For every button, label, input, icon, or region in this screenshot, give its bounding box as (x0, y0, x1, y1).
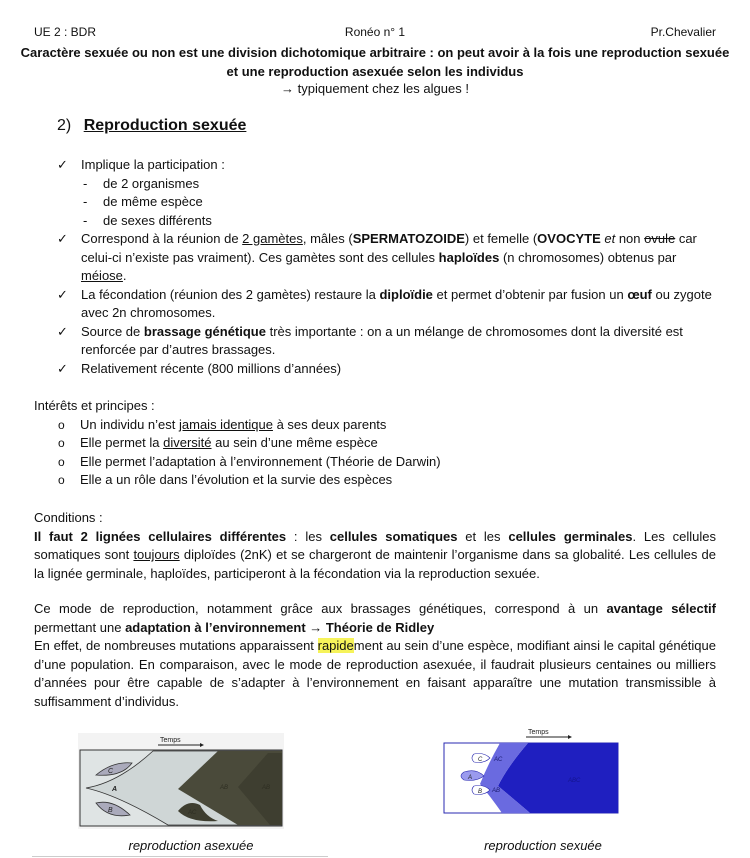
bullet-item: o Elle permet la diversité au sein d’une même espèce (34, 434, 634, 453)
circle-bullet-icon: o (58, 417, 65, 432)
checkmark-icon: ✓ (57, 157, 68, 172)
svg-text:AC: AC (494, 757, 503, 763)
dash-bullet-icon: - (83, 175, 88, 191)
document-title: Caractère sexuée ou non est une division dichotomique arbitraire : on peut avoir à la fois une reproduction sexuée et une reproduction asexuée selon les individus (20, 45, 730, 79)
check-item: ✓ Implique la participation : (55, 156, 715, 175)
conditions-section (34, 509, 716, 583)
sub-item: - de 2 organismes (55, 175, 715, 194)
check-item: ✓ Source de brassage génétique très importante : on a un mélange de chromosomes dont la diversité est renforcée par d’autres brassages. (57, 323, 683, 357)
check-item: ✓ Relativement récente (800 millions d’années) (55, 360, 715, 379)
svg-text:C: C (478, 757, 483, 763)
check-list (55, 156, 715, 378)
checkmark-icon: ✓ (57, 286, 68, 302)
section-title: Reproduction sexuée (83, 117, 247, 134)
divider (32, 856, 328, 857)
checkmark-icon: ✓ (57, 360, 68, 376)
svg-text:C: C (108, 768, 114, 775)
conditions-paragraph: Il faut 2 lignées cellulaires différentes : les cellules somatiques et les cellules germinales. Les cellules somatiques sont toujours diploïdes (2nK) et se chargeront de maintenir l’organisme dans sa globalité. Les cellules de la lignée germinale, haploïdes, participeront à la fécondation via la reproduction sexuée. (34, 528, 717, 581)
svg-text:AC: AC (188, 810, 197, 816)
sub-item: - de même espèce (55, 193, 715, 212)
svg-text:A: A (468, 775, 473, 781)
time-label: Temps (160, 737, 181, 744)
circle-bullet-icon: o (58, 473, 65, 487)
asexual-reproduction-diagram (78, 733, 284, 829)
svg-text:B: B (478, 789, 483, 795)
svg-text:B: B (108, 807, 113, 814)
course-code: UE 2 : BDR (34, 25, 97, 39)
document-subtitle: → typiquement chez les algues ! (281, 81, 469, 96)
asexual-caption: reproduction asexuée (128, 838, 254, 853)
dash-bullet-icon: - (83, 212, 88, 228)
interets-heading: Intérêts et principes : (34, 398, 155, 413)
checkmark-icon: ✓ (57, 323, 68, 339)
svg-text:ABC: ABC (568, 778, 581, 784)
bullet-item: o Elle a un rôle dans l’évolution et la survie des espèces (34, 471, 634, 490)
check-item: ✓ Correspond à la réunion de 2 gamètes, mâles (SPERMATOZOIDE) et femelle (OVOCYTE et non ovule car celui-ci n’existe pas vraiment). Ces gamètes sont des cellules haploïdes (n chromosomes) obtenus par méiose. (57, 231, 697, 283)
ridley-paragraph: Ce mode de reproduction, notamment grâce aux brassages génétiques, correspond à un avantage sélectif permettant une adaptation à l’environnement → Théorie de Ridley En effet, de nombreuses mutations apparaissent rapidement au sein d’une espèce, modifiant ainsi le capital génétique d’une population. En comparaison, avec le mode de reproduction asexuée, il faudrait plusieurs centaines ou milliers d’années pour être capable de s’adapter à l’environnement en faisant apparaître une mutation transmissible à suffisamment d’individus. (34, 601, 716, 709)
dash-bullet-icon: - (83, 194, 88, 209)
sexual-caption: reproduction sexuée (484, 838, 602, 853)
highlighted-text: rapide (317, 638, 354, 653)
svg-text:AB: AB (220, 785, 229, 791)
bullet-item: o Elle permet l’adaptation à l’environnement (Théorie de Darwin) (34, 453, 634, 472)
svg-text:AB: AB (492, 788, 501, 794)
time-label: Temps (528, 729, 549, 736)
check-item: ✓ La fécondation (réunion des 2 gamètes) restaure la diploïdie et permet d’obtenir par fusion un œuf ou zygote avec 2n chromosomes. (57, 286, 712, 320)
sexual-reproduction-diagram (440, 724, 626, 816)
roneo-number: Ronéo n° 1 (344, 25, 406, 39)
conditions-heading: Conditions : (34, 510, 103, 525)
checkmark-icon: ✓ (57, 231, 68, 246)
section-heading (57, 117, 246, 135)
bullet-item: o Un individu n’est jamais identique à ses deux parents (34, 416, 634, 435)
svg-text:AB: AB (262, 785, 271, 791)
professor-name: Pr.Chevalier (650, 25, 716, 39)
circle-bullet-icon: o (58, 436, 65, 450)
page-header (34, 25, 716, 41)
interets-section (34, 397, 634, 490)
circle-bullet-icon: o (58, 454, 65, 469)
sub-item: - de sexes différents (55, 212, 715, 231)
svg-text:A: A (112, 786, 118, 793)
section-number: 2) (57, 117, 72, 134)
